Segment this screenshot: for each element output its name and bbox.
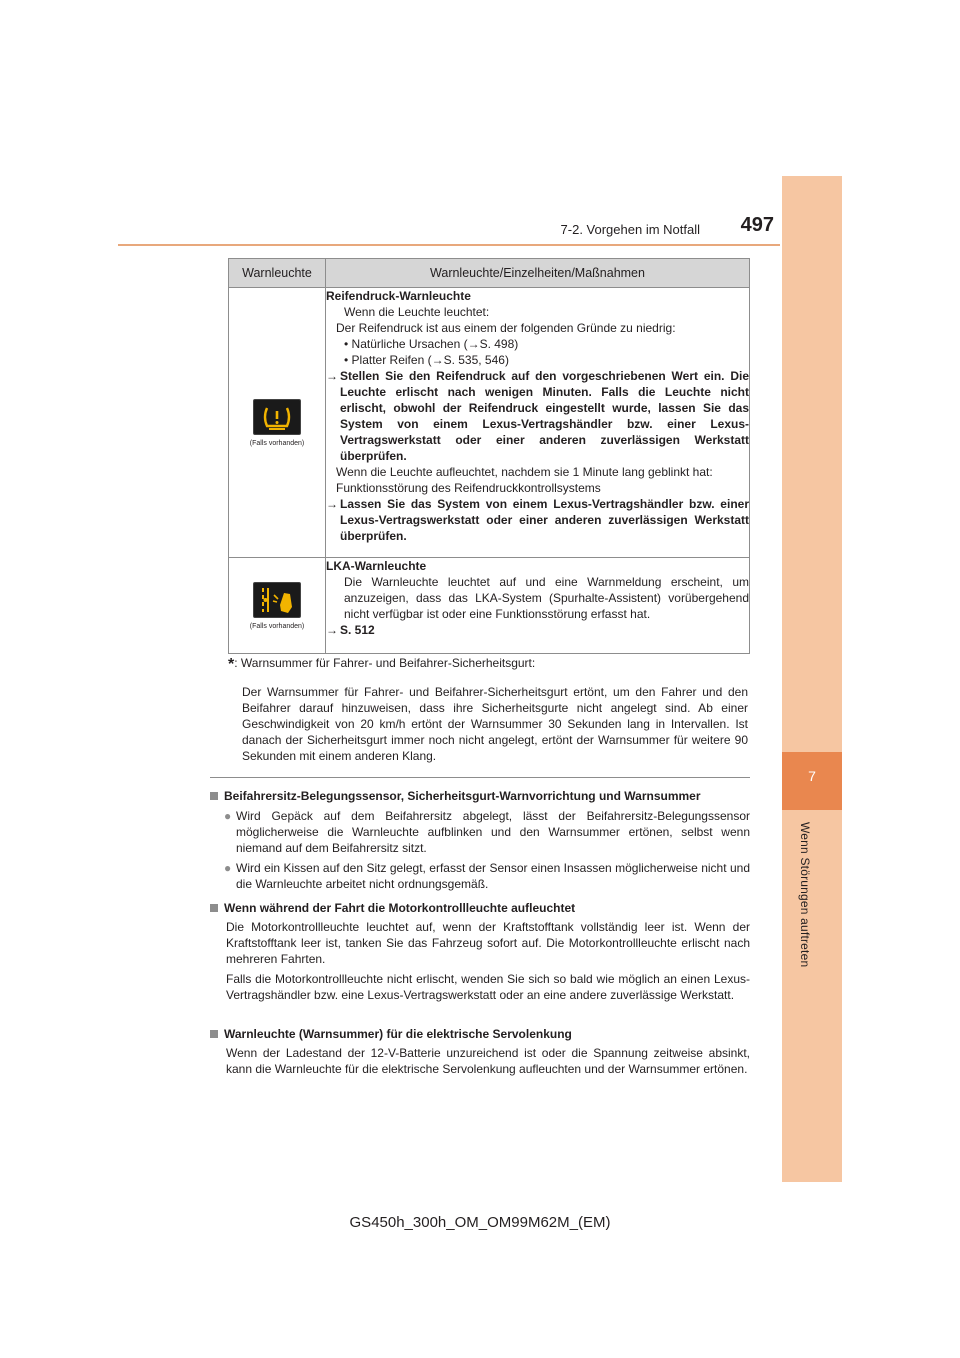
circle-bullet-icon: ● xyxy=(224,809,232,823)
desc-line: Die Warnleuchte leuchtet auf und eine Warnmeldung erscheint, um anzuzeigen, dass das LKA-System (Spurhalte-Assistent) vorübergehend nicht verfügbar ist oder eine Funktionsstörung erfasst hat. xyxy=(344,575,749,621)
list-item-text: Wird ein Kissen auf den Sitz gelegt, erfasst der Sensor einen Insassen möglicherweise nicht und die Warnleuchte arbeitet nicht ordnungsgemäß. xyxy=(236,861,750,891)
desc-line: Der Reifendruck ist aus einem der folgenden Gründe zu niedrig: xyxy=(336,321,676,335)
description-cell xyxy=(326,558,750,654)
list-item-text: Wird Gepäck auf dem Beifahrersitz abgelegt, lässt der Beifahrersitz-Belegungssensor möglicherweise die Warnleuchte aufblinken und den Warnsummer ertönen, selbst wenn niemand auf dem Beifahrersitz sitzt. xyxy=(236,809,750,855)
action-line xyxy=(326,496,749,544)
lka-warning-icon xyxy=(253,582,301,618)
action-line xyxy=(326,368,749,464)
note-section xyxy=(210,900,750,1003)
note-paragraph: Die Motorkontrollleuchte leuchtet auf, wenn der Kraftstofftank vollständig leer ist. Wenn der Kraftstofftank leer ist, tanken Sie das Fahrzeug sofort auf. Die Motorkontrollleuchte erlischt nach mehreren Fahrten. xyxy=(226,920,750,966)
tire-pressure-warning-icon xyxy=(253,399,301,435)
document-code: GS450h_300h_OM_OM99M62M_(EM) xyxy=(349,1214,611,1231)
footnote-marker: * xyxy=(228,656,235,673)
column-header-details: Warnleuchte/Einzelheiten/Maßnahmen xyxy=(326,259,750,288)
arrow-icon: → xyxy=(326,497,338,511)
chapter-side-tab xyxy=(782,176,842,1182)
chapter-number: 7 xyxy=(808,768,816,784)
warning-title: LKA-Warnleuchte xyxy=(326,559,427,573)
table-row xyxy=(229,558,750,654)
list-item xyxy=(210,860,750,892)
description-cell xyxy=(326,288,750,558)
square-bullet-icon xyxy=(210,792,218,800)
icon-note: (Falls vorhanden) xyxy=(249,622,305,630)
note-paragraph: Falls die Motorkontrollleuchte nicht erlischt, wenden Sie sich so bald wie möglich an einen Lexus-Vertragshändler bzw. eine Lexus-Vertragswerkstatt oder an eine andere zuverlässige Werkstatt. xyxy=(226,972,750,1002)
note-heading xyxy=(210,900,750,916)
note-heading xyxy=(210,1026,750,1042)
icon-cell xyxy=(229,288,326,558)
chapter-title: Wenn Störungen auftreten xyxy=(798,822,812,968)
footnote-title: : Warnsummer für Fahrer- und Beifahrer-Sicherheitsgurt: xyxy=(234,656,536,670)
section-title: 7-2. Vorgehen im Notfall xyxy=(560,222,700,237)
desc-line: Wenn die Leuchte leuchtet: xyxy=(344,305,490,319)
note-heading xyxy=(210,788,750,804)
bullet-item: • Platter Reifen (→S. 535, 546) xyxy=(344,353,509,367)
icon-cell xyxy=(229,558,326,654)
header-rule xyxy=(118,244,780,246)
list-item xyxy=(210,808,750,856)
arrow-icon: → xyxy=(326,623,338,637)
square-bullet-icon xyxy=(210,904,218,912)
note-heading-text: Warnleuchte (Warnsummer) für die elektrische Servolenkung xyxy=(224,1027,572,1041)
action-text: Lassen Sie das System von einem Lexus-Vertragshändler bzw. einer Lexus-Vertragswerkstatt oder einer anderen zuverlässigen Werkstatt überprüfen. xyxy=(340,497,749,543)
square-bullet-icon xyxy=(210,1030,218,1038)
desc-line: Wenn die Leuchte aufleuchtet, nachdem sie 1 Minute lang geblinkt hat: xyxy=(336,465,713,479)
action-text: Stellen Sie den Reifendruck auf den vorgeschriebenen Wert ein. Die Leuchte erlischt nach wenigen Minuten. Falls die Leuchte nicht erlischt, obwohl der Reifendruck eingestellt wurde, lassen Sie das System von einem Lexus-Vertragshändler bzw. einer Lexus-Vertragswerkstatt oder einer anderen zuverlässigen Werkstatt überprüfen. xyxy=(340,369,749,463)
footnote-body: Der Warnsummer für Fahrer- und Beifahrer-Sicherheitsgurt ertönt, um den Fahrer und den Beifahrer darauf hinzuweisen, dass ihre Sicherheitsgurte nicht angelegt sind. Ab einer Geschwindigkeit von 20 km/h ertönt der Warnsummer 30 Sekunden lang in Intervallen. Ist danach der Sicherheitsgurt immer noch nicht angelegt, ertönt der Warnsummer für weitere 90 Sekunden mit einem anderen Klang. xyxy=(242,685,748,763)
note-heading-text: Beifahrersitz-Belegungssensor, Sicherheitsgurt-Warnvorrichtung und Warnsummer xyxy=(224,789,701,803)
table-row xyxy=(229,288,750,558)
desc-line: Funktionsstörung des Reifendruckkontrollsystems xyxy=(336,481,601,495)
arrow-icon: → xyxy=(326,369,338,383)
circle-bullet-icon: ● xyxy=(224,861,232,875)
page-number: 497 xyxy=(740,214,774,236)
warning-light-table xyxy=(228,258,750,654)
column-header-warnleuchte: Warnleuchte xyxy=(229,259,326,288)
warning-title: Reifendruck-Warnleuchte xyxy=(326,289,471,303)
footnote-heading xyxy=(228,656,748,674)
table-header-row xyxy=(229,259,750,288)
note-section xyxy=(210,788,750,892)
bullet-item: • Natürliche Ursachen (→S. 498) xyxy=(344,337,519,351)
note-heading-text: Wenn während der Fahrt die Motorkontrollleuchte aufleuchtet xyxy=(224,901,576,915)
note-paragraph: Wenn der Ladestand der 12-V-Batterie unzureichend ist oder die Spannung zeitweise absinkt, kann die Warnleuchte für die elektrische Servolenkung aufleuchten und der Warnsummer ertönen. xyxy=(226,1046,750,1076)
page-reference: S. 512 xyxy=(340,623,375,637)
icon-note: (Falls vorhanden) xyxy=(249,439,305,447)
action-line xyxy=(326,622,749,638)
note-section xyxy=(210,1026,750,1077)
section-divider xyxy=(210,777,750,778)
